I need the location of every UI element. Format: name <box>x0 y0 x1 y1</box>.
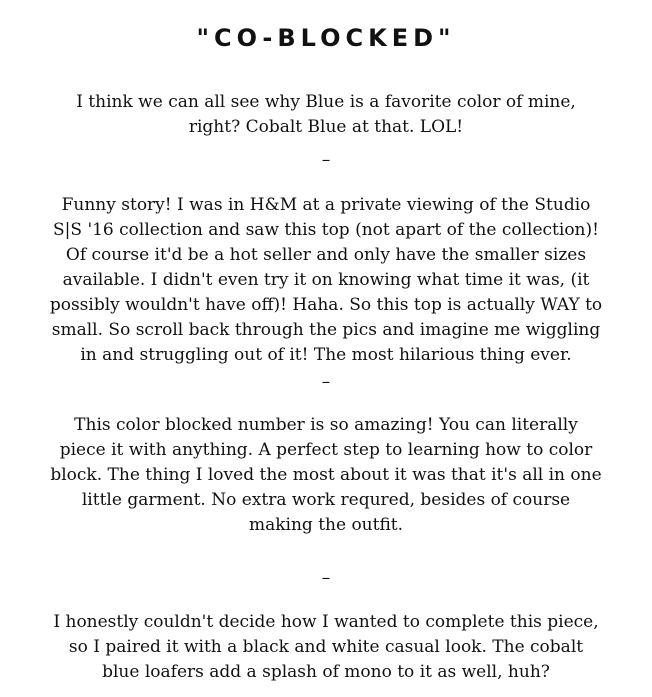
paragraph-line: I honestly couldn't decide how I wanted to complete this piece, <box>53 612 599 632</box>
paragraph-line: so I paired it with a black and white casual look. The cobalt <box>68 637 584 657</box>
separator-dash: – <box>321 568 331 588</box>
paragraph-funny-story <box>12 193 640 368</box>
paragraph-line: Of course it'd be a hot seller and only have the smaller sizes <box>65 245 587 265</box>
paragraph-color-block <box>12 413 640 538</box>
separator-dash: – <box>321 150 331 170</box>
paragraph-line: piece it with anything. A perfect step to learning how to color <box>59 440 593 460</box>
paragraph-line: little garment. No extra work requred, besides of course <box>81 490 571 510</box>
paragraph-line: blue loafers add a splash of mono to it as well, huh? <box>102 662 550 682</box>
separator-dash: – <box>321 372 331 392</box>
paragraph-line: block. The thing I loved the most about it was that it's all in one <box>50 465 602 485</box>
post-title: "CO-BLOCKED" <box>196 24 456 52</box>
paragraph-line: I think we can all see why Blue is a favorite color of mine, <box>76 92 576 112</box>
paragraph-line: This color blocked number is so amazing! You can literally <box>74 415 578 435</box>
paragraph-line: S|S '16 collection and saw this top (not apart of the collection)! <box>53 220 599 240</box>
paragraph-line: in and struggling out of it! The most hilarious thing ever. <box>80 345 572 365</box>
paragraph-line: available. I didn't even try it on knowing what time it was, (it <box>62 270 590 290</box>
paragraph-line: Funny story! I was in H&M at a private viewing of the Studio <box>61 195 591 215</box>
paragraph-line: small. So scroll back through the pics and imagine me wiggling <box>51 320 601 340</box>
paragraph-intro <box>12 90 640 140</box>
paragraph-line: possibly wouldn't have off)! Haha. So this top is actually WAY to <box>49 295 603 315</box>
paragraph-line: making the outfit. <box>248 515 404 535</box>
paragraph-line: right? Cobalt Blue at that. LOL! <box>188 117 464 137</box>
paragraph-outfit <box>12 610 640 685</box>
